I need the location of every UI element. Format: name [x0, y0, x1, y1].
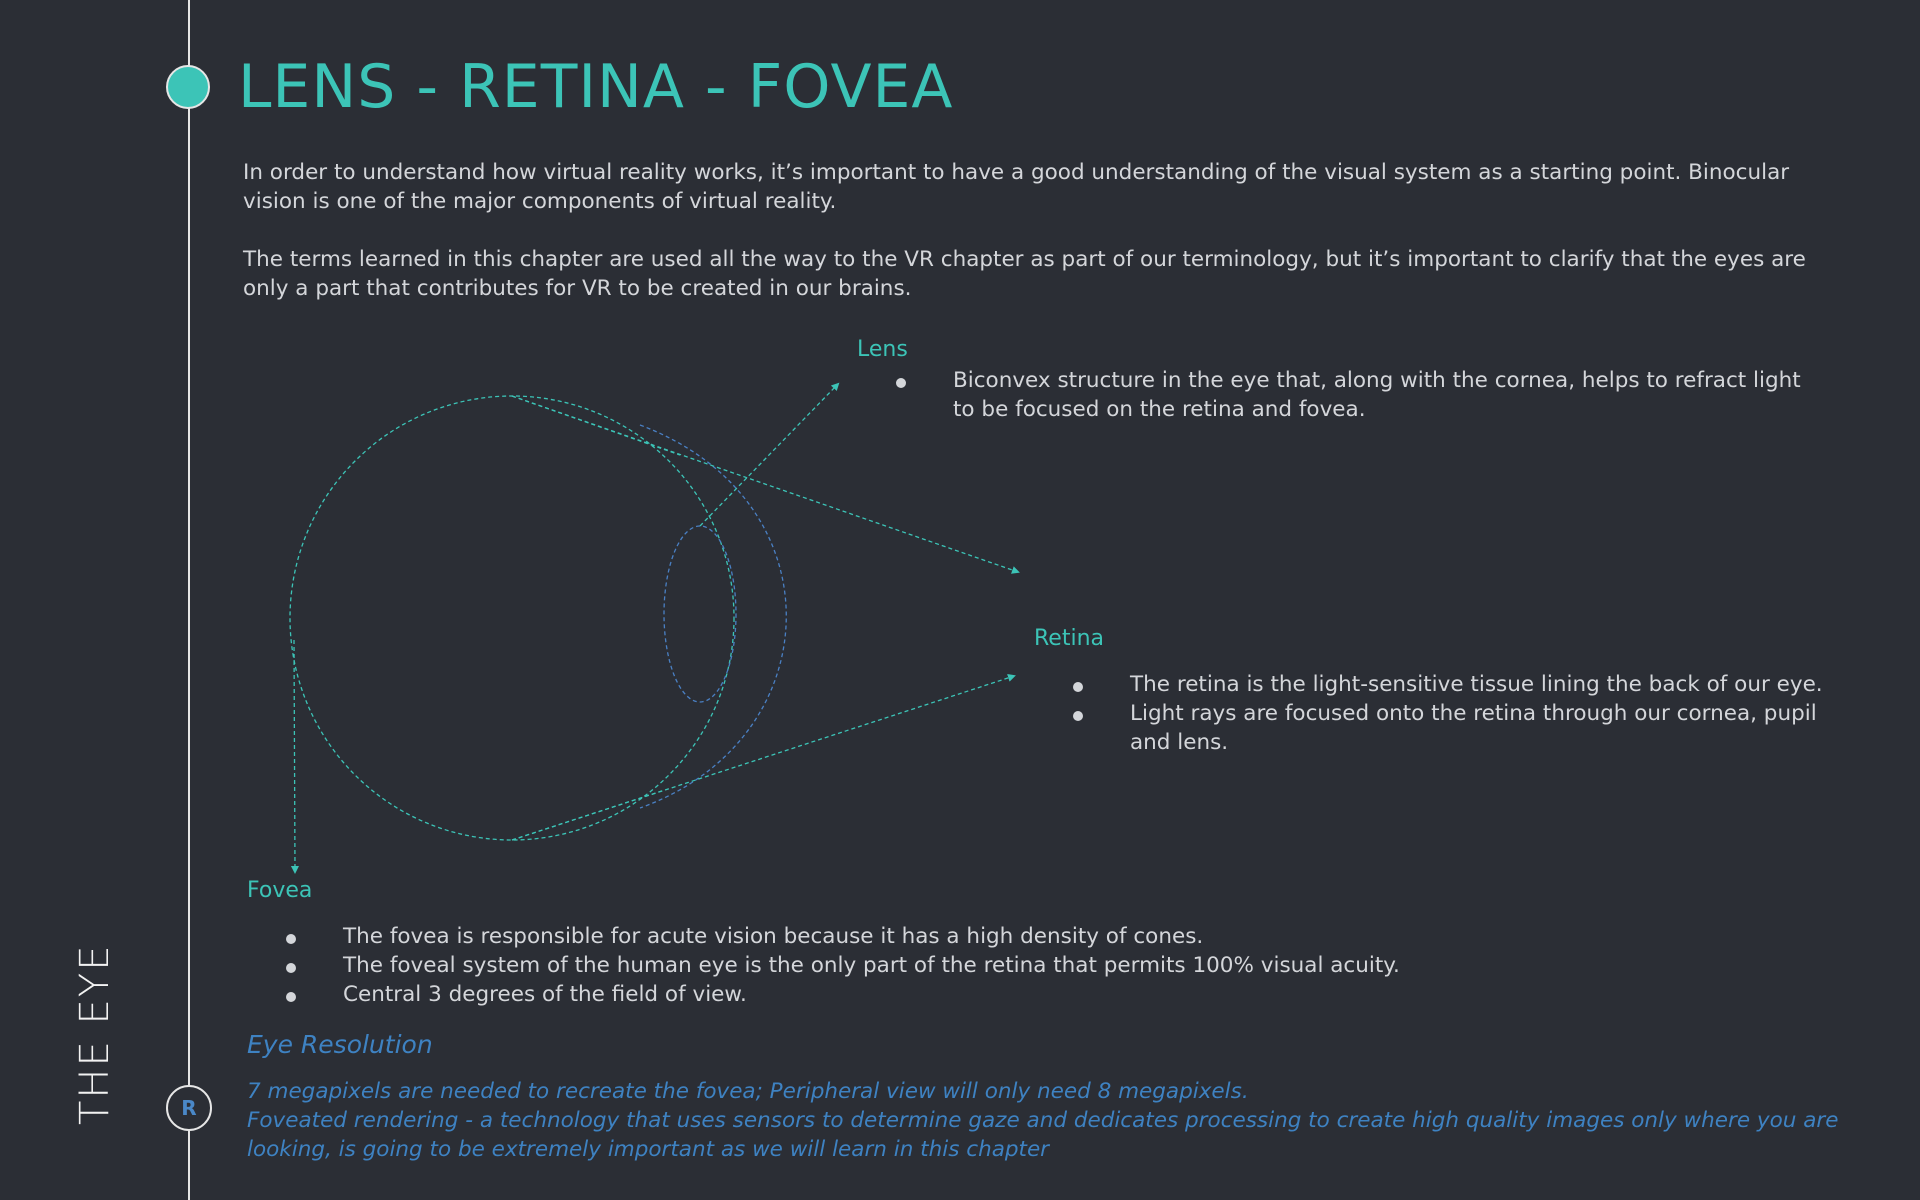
retina-pointer-arrow-bottom — [512, 676, 1014, 840]
eye-edge-top — [512, 396, 680, 455]
bullet-icon — [896, 378, 906, 388]
retina-description-list — [1070, 670, 1850, 757]
eye-resolution-line: Foveated rendering - a technology that uses sensors to determine gaze and dedicates processing to create high quality images only where you are looking, is going to be extremely important as we will learn in this chapter — [247, 1108, 1839, 1162]
list-item-text: Light rays are focused onto the retina through our cornea, pupil and lens. — [1130, 701, 1817, 755]
intro-paragraph: In order to understand how virtual reality works, it’s important to have a good understanding of the visual system as a starting point. Binocular vision is one of the major components of virtual reality. — [243, 160, 1790, 214]
section-label: THE EYE — [72, 943, 118, 1125]
lens-pointer-arrow — [700, 384, 838, 526]
bullet-icon — [286, 963, 296, 973]
section-badge-letter: R — [181, 1096, 197, 1120]
fovea-label: Fovea — [247, 878, 313, 903]
list-item — [1070, 699, 1850, 757]
retina-label: Retina — [1034, 626, 1104, 651]
lens-shape — [664, 526, 736, 702]
cornea-shape — [640, 425, 786, 808]
intro-paragraph: The terms learned in this chapter are used all the way to the VR chapter as part of our terminology, but it’s important to clarify that the eyes are only a part that contributes for VR to be created in our brains. — [243, 247, 1806, 301]
bullet-icon — [1073, 682, 1083, 692]
list-item — [1070, 670, 1850, 699]
fovea-pointer-arrow — [294, 640, 295, 872]
list-item — [283, 951, 1823, 980]
bullet-icon — [1073, 711, 1083, 721]
lens-description-list — [893, 366, 1823, 424]
eye-resolution-text — [247, 1077, 1847, 1164]
eye-resolution-title: Eye Resolution — [247, 1030, 433, 1059]
list-item-text: The foveal system of the human eye is the only part of the retina that permits 100% visual acuity. — [343, 953, 1400, 978]
bullet-icon — [286, 992, 296, 1002]
list-item — [283, 922, 1823, 951]
lens-label: Lens — [857, 337, 908, 362]
eye-resolution-line: 7 megapixels are needed to recreate the fovea; Peripheral view will only need 8 megapixels. — [247, 1079, 1249, 1104]
bullet-icon — [286, 934, 296, 944]
list-item-text: The fovea is responsible for acute vision because it has a high density of cones. — [343, 924, 1204, 949]
list-item-text: The retina is the light-sensitive tissue lining the back of our eye. — [1130, 672, 1823, 697]
page-title: LENS - RETINA - FOVEA — [238, 52, 954, 122]
list-item — [893, 366, 1823, 424]
fovea-description-list — [283, 922, 1823, 1009]
list-item-text: Biconvex structure in the eye that, along with the cornea, helps to refract light to be focused on the retina and fovea. — [953, 368, 1801, 422]
eyeball-outline — [290, 396, 734, 840]
list-item-text: Central 3 degrees of the field of view. — [343, 982, 747, 1007]
list-item — [283, 980, 1823, 1009]
